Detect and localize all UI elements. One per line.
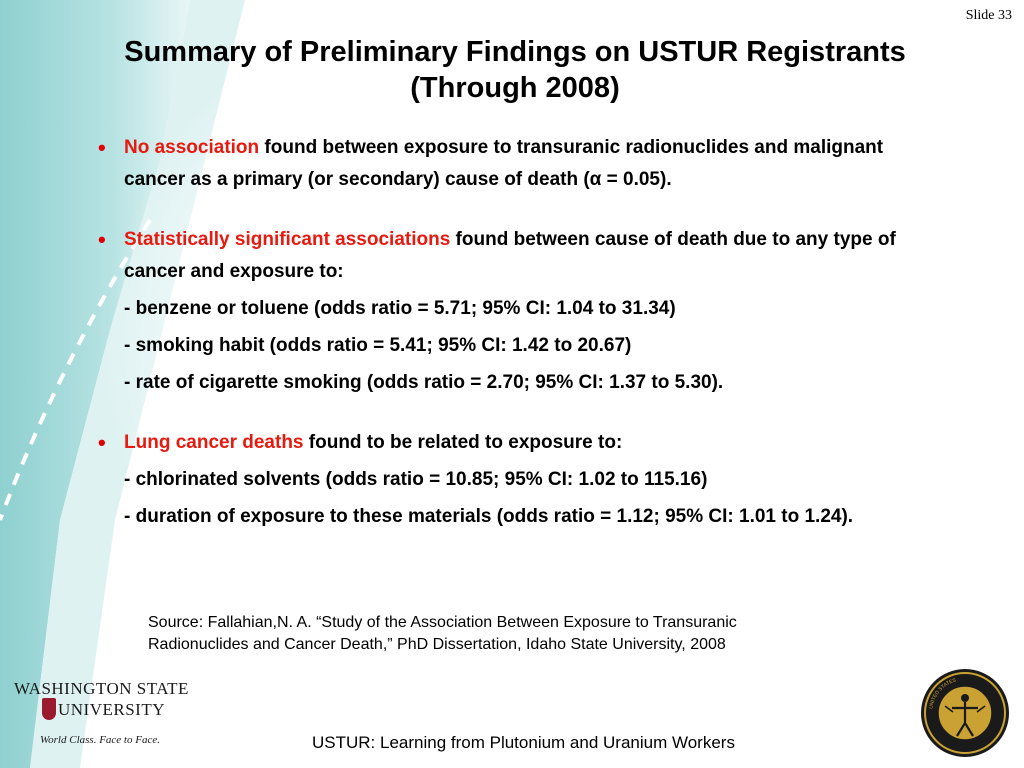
ustur-seal-icon xyxy=(920,668,1010,758)
title-line-1: Summary of Preliminary Findings on USTUR Registrants xyxy=(124,36,906,68)
bullet-item xyxy=(98,132,928,196)
footer-text: USTUR: Learning from Plutonium and Uranium Workers xyxy=(312,733,735,752)
wsu-logo xyxy=(14,680,194,750)
slide-title xyxy=(40,34,990,106)
wsu-name-line-2: UNIVERSITY xyxy=(58,700,165,719)
title-line-2: (Through 2008) xyxy=(410,72,620,104)
bullet-highlight: Lung cancer deaths xyxy=(124,432,304,453)
bullet-dot-icon: • xyxy=(98,135,106,160)
bullet-item xyxy=(98,427,928,459)
slide-number: Slide 33 xyxy=(965,8,1012,23)
wsu-name-line-1: WASHINGTON STATE xyxy=(14,679,189,698)
bullet-dot-icon: • xyxy=(98,227,106,252)
source-line-1: Source: Fallahian,N. A. “Study of the Association Between Exposure to Transuranic xyxy=(148,614,737,631)
source-citation xyxy=(148,612,908,656)
bullet-list xyxy=(98,132,928,533)
cougar-shield-icon xyxy=(42,698,56,720)
bullet-highlight: Statistically significant associations xyxy=(124,229,451,250)
source-line-2: Radionuclides and Cancer Death,” PhD Dissertation, Idaho State University, 2008 xyxy=(148,636,726,653)
svg-text:UNITED STATES: UNITED STATES xyxy=(928,677,957,710)
bullet-highlight: No association xyxy=(124,137,260,158)
bullet-text: found to be related to exposure to: xyxy=(303,432,623,453)
bullet-dot-icon: • xyxy=(98,430,106,455)
sub-item: - duration of exposure to these materials (odds ratio = 1.12; 95% CI: 1.01 to 1.24). xyxy=(124,506,854,527)
bullet-text: found between cause of death due to any type of cancer and exposure to: xyxy=(124,229,896,282)
sub-item: - rate of cigarette smoking (odds ratio = 2.70; 95% CI: 1.37 to 5.30). xyxy=(124,372,724,393)
bullet-text: found between exposure to transuranic radionuclides and malignant cancer as a primary (or secondary) cause of death (α = 0.05). xyxy=(124,137,884,190)
sub-item: - chlorinated solvents (odds ratio = 10.85; 95% CI: 1.02 to 115.16) xyxy=(124,469,708,490)
bullet-item xyxy=(98,224,928,288)
sub-item: - smoking habit (odds ratio = 5.41; 95% CI: 1.42 to 20.67) xyxy=(124,335,632,356)
wsu-tagline: World Class. Face to Face. xyxy=(40,734,160,746)
sub-item: - benzene or toluene (odds ratio = 5.71; 95% CI: 1.04 to 31.34) xyxy=(124,298,676,319)
